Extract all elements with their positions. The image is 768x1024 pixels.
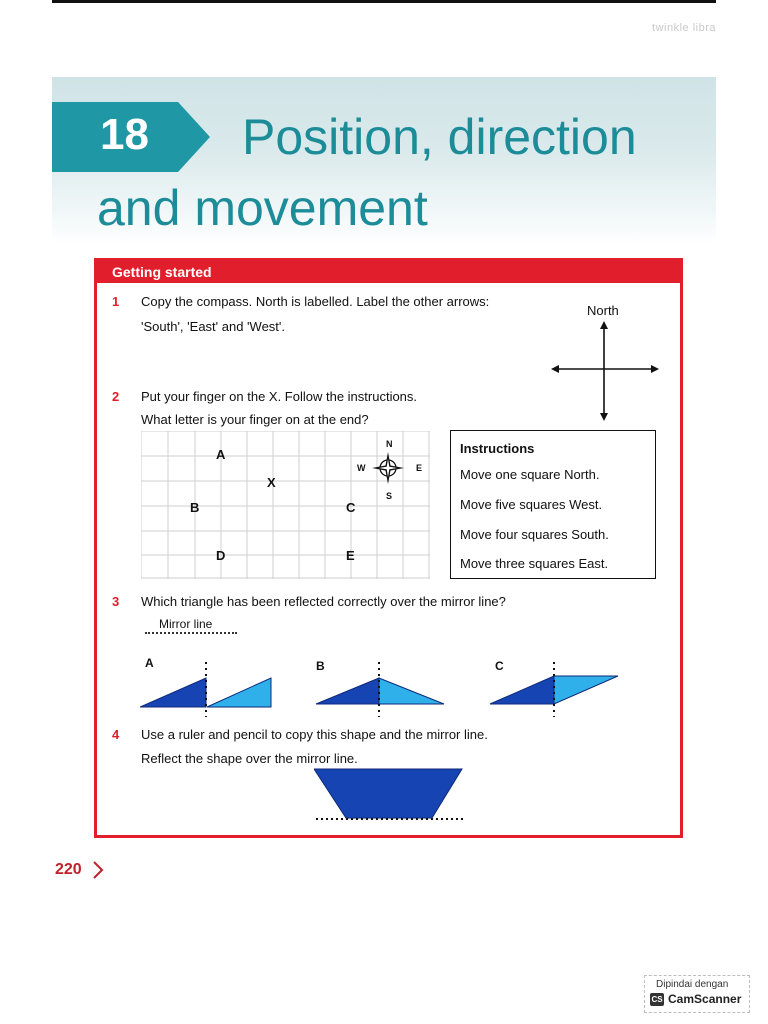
question-3-number: 3 xyxy=(112,594,120,609)
chapter-number: 18 xyxy=(100,110,149,159)
compass-rose-w: W xyxy=(357,463,366,473)
camscanner-logo-icon: CS xyxy=(651,995,663,1004)
question-2-number: 2 xyxy=(112,389,120,404)
instruction-step: Move four squares South. xyxy=(460,527,609,542)
chapter-title-line2: and movement xyxy=(97,180,428,236)
grid-label-b: B xyxy=(190,500,200,515)
instruction-step: Move three squares East. xyxy=(460,556,609,571)
option-c-triangles xyxy=(488,660,628,718)
grid-label-d: D xyxy=(216,548,226,563)
compass-rose-icon xyxy=(371,451,405,485)
option-b-label: B xyxy=(316,659,325,673)
compass-arrows-diagram xyxy=(548,320,664,422)
question-2-line2: What letter is your finger on at the end? xyxy=(141,412,369,427)
instructions-title: Instructions xyxy=(460,441,535,456)
option-b-triangles xyxy=(312,660,452,718)
chapter-title-line1: Position, direction xyxy=(242,109,637,165)
scanner-caption: Dipindai dengan xyxy=(656,979,729,990)
option-a-triangles xyxy=(140,660,280,718)
option-a-label: A xyxy=(145,656,154,670)
instruction-step: Move one square North. xyxy=(460,467,600,482)
grid-label-c: C xyxy=(346,500,356,515)
mirror-line-label: Mirror line xyxy=(159,617,213,631)
instruction-step: Move five squares West. xyxy=(460,497,603,512)
grid-label-x: X xyxy=(267,475,276,490)
question-1-line2: 'South', 'East' and 'West'. xyxy=(141,319,286,334)
compass-rose-e: E xyxy=(416,463,423,473)
question-4-line2: Reflect the shape over the mirror line. xyxy=(141,751,358,766)
question-3-line1: Which triangle has been reflected correctly over the mirror line? xyxy=(141,594,506,609)
movement-grid xyxy=(141,431,430,579)
question-4-number: 4 xyxy=(112,727,120,742)
watermark-text: twinkle libra xyxy=(652,22,716,34)
grid-label-a: A xyxy=(216,447,226,462)
trapezium-shape xyxy=(314,768,466,824)
compass-north-label: North xyxy=(587,303,619,318)
question-1-line1: Copy the compass. North is labelled. Label the other arrows: xyxy=(141,294,490,309)
compass-rose-n: N xyxy=(386,439,393,449)
question-4-line1: Use a ruler and pencil to copy this shape and the mirror line. xyxy=(141,727,488,742)
grid-label-e: E xyxy=(346,548,355,563)
chevron-right-icon xyxy=(92,860,104,880)
scanner-brand: CamScanner xyxy=(668,992,742,1006)
page-number: 220 xyxy=(55,861,82,878)
question-2-line1: Put your finger on the X. Follow the instructions. xyxy=(141,389,418,404)
section-title: Getting started xyxy=(112,264,212,280)
top-rule xyxy=(52,0,716,3)
mirror-line-sample xyxy=(145,632,237,634)
question-1-number: 1 xyxy=(112,294,120,309)
option-c-label: C xyxy=(495,659,504,673)
compass-rose-s: S xyxy=(386,491,393,501)
